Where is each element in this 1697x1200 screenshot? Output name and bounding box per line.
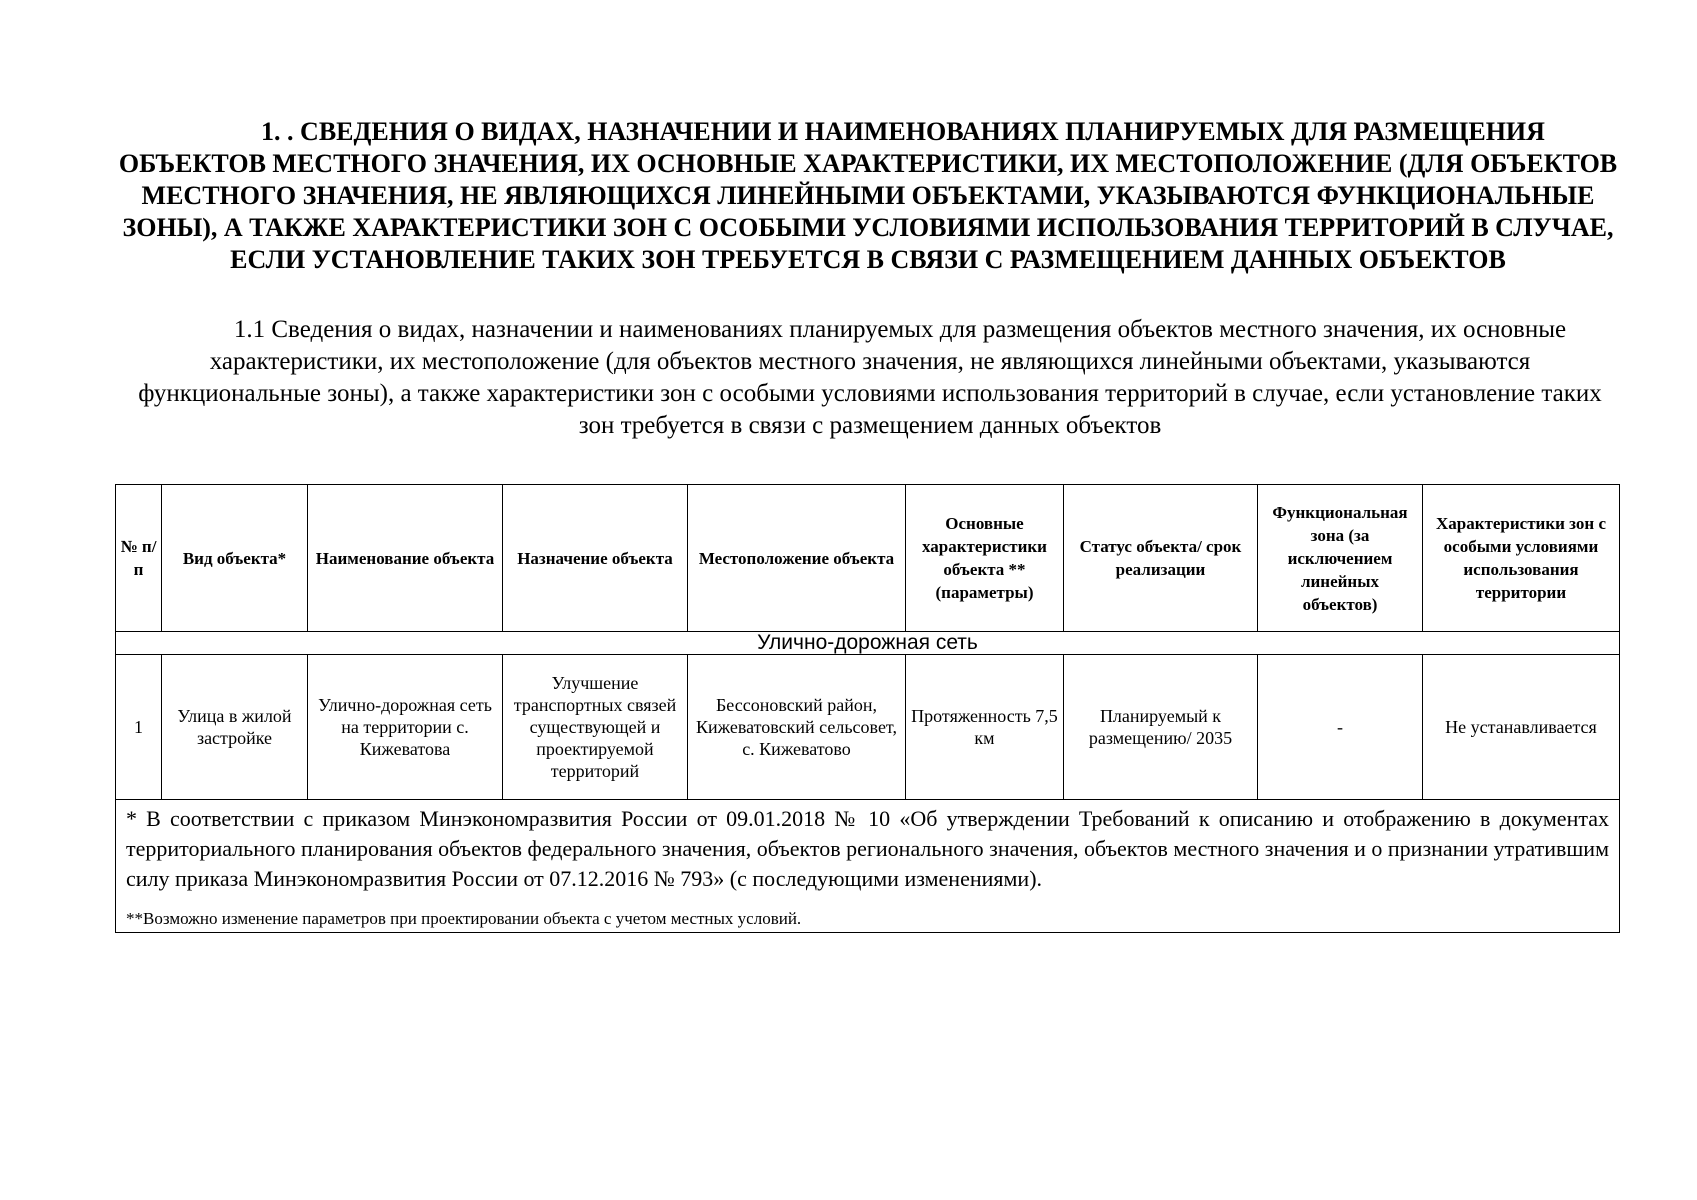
header-object-name: Наименование объекта xyxy=(308,485,503,632)
cell-object-location xyxy=(688,655,906,800)
header-object-location: Местоположение объекта xyxy=(688,485,906,632)
document-heading-text: 1. . СВЕДЕНИЯ О ВИДАХ, НАЗНАЧЕНИИ И НАИМЕНОВАНИЯХ ПЛАНИРУЕМЫХ ДЛЯ РАЗМЕЩЕНИЯ ОБЪЕКТОВ МЕСТНОГО ЗНАЧЕНИЯ, ИХ ОСНОВНЫЕ ХАРАКТЕРИСТИКИ, ИХ МЕСТОПОЛОЖЕНИЕ (ДЛЯ ОБЪЕКТОВ МЕСТНОГО ЗНАЧЕНИЯ, НЕ ЯВЛЯЮЩИХСЯ ЛИНЕЙНЫМИ ОБЪЕКТАМИ, УКАЗЫВАЮТСЯ ФУНКЦИОНАЛЬНЫЕ ЗОНЫ), А ТАКЖЕ ХАРАКТЕРИСТИКИ ЗОН С ОСОБЫМИ УСЛОВИЯМИ ИСПОЛЬЗОВАНИЯ ТЕРРИТОРИЙ В СЛУЧАЕ, ЕСЛИ УСТАНОВЛЕНИЕ ТАКИХ ЗОН ТРЕБУЕТСЯ В СВЯЗИ С РАЗМЕЩЕНИЕМ ДАННЫХ ОБЪЕКТОВ xyxy=(118,117,1618,274)
header-object-characteristics: Основные характеристики объекта ** (параметры) xyxy=(906,485,1064,632)
location-line-1: Бессоновский район, Кижеватовский сельсовет, xyxy=(696,695,897,737)
document-subheading xyxy=(130,314,1610,442)
objects-table xyxy=(115,484,1620,933)
cell-number: 1 xyxy=(116,655,162,800)
header-functional-zone: Функциональная зона (за исключением линейных объектов) xyxy=(1258,485,1423,632)
cell-object-characteristics: Протяженность 7,5 км xyxy=(906,655,1064,800)
header-special-zones: Характеристики зон с особыми условиями использования территории xyxy=(1423,485,1620,632)
table-section-row xyxy=(116,632,1620,655)
document-subheading-text: 1.1 Сведения о видах, назначении и наименованиях планируемых для размещения объектов местного значения, их основные характеристики, их местоположение (для объектов местного значения, не являющихся линейными объектами, указываются функциональные зоны), а также характеристики зон с особыми условиями использования территорий в случае, если установление таких зон требуется в связи с размещением данных объектов xyxy=(138,316,1602,439)
cell-special-zones: Не устанавливается xyxy=(1423,655,1620,800)
cell-object-name: Улично-дорожная сеть на территории с. Кижеватова xyxy=(308,655,503,800)
header-object-purpose: Назначение объекта xyxy=(503,485,688,632)
header-object-type: Вид объекта* xyxy=(162,485,308,632)
cell-object-status: Планируемый к размещению/ 2035 xyxy=(1064,655,1258,800)
section-title: Улично-дорожная сеть xyxy=(116,632,1620,655)
header-object-status: Статус объекта/ срок реализации xyxy=(1064,485,1258,632)
table-notes-row xyxy=(116,800,1620,933)
table-header-row xyxy=(116,485,1620,632)
notes-cell xyxy=(116,800,1620,933)
cell-object-type: Улица в жилой застройке xyxy=(162,655,308,800)
footnote-1: * В соответствии с приказом Минэкономразвития России от 09.01.2018 № 10 «Об утверждении Требований к описанию и отображению в документах территориального планирования объектов федерального значения, объектов регионального значения, объектов местного значения и о признании утратившим силу приказа Минэкономразвития России от 07.12.2016 № 793» (с последующими изменениями). xyxy=(126,806,1609,891)
footnote-2: **Возможно изменение параметров при проектировании объекта с учетом местных условий. xyxy=(126,909,802,928)
table-row xyxy=(116,655,1620,800)
location-line-2: с. Кижеватово xyxy=(742,739,851,759)
header-number: № п/п xyxy=(116,485,162,632)
cell-functional-zone: - xyxy=(1258,655,1423,800)
document-heading xyxy=(118,116,1618,276)
cell-object-purpose: Улучшение транспортных связей существующей и проектируемой территорий xyxy=(503,655,688,800)
